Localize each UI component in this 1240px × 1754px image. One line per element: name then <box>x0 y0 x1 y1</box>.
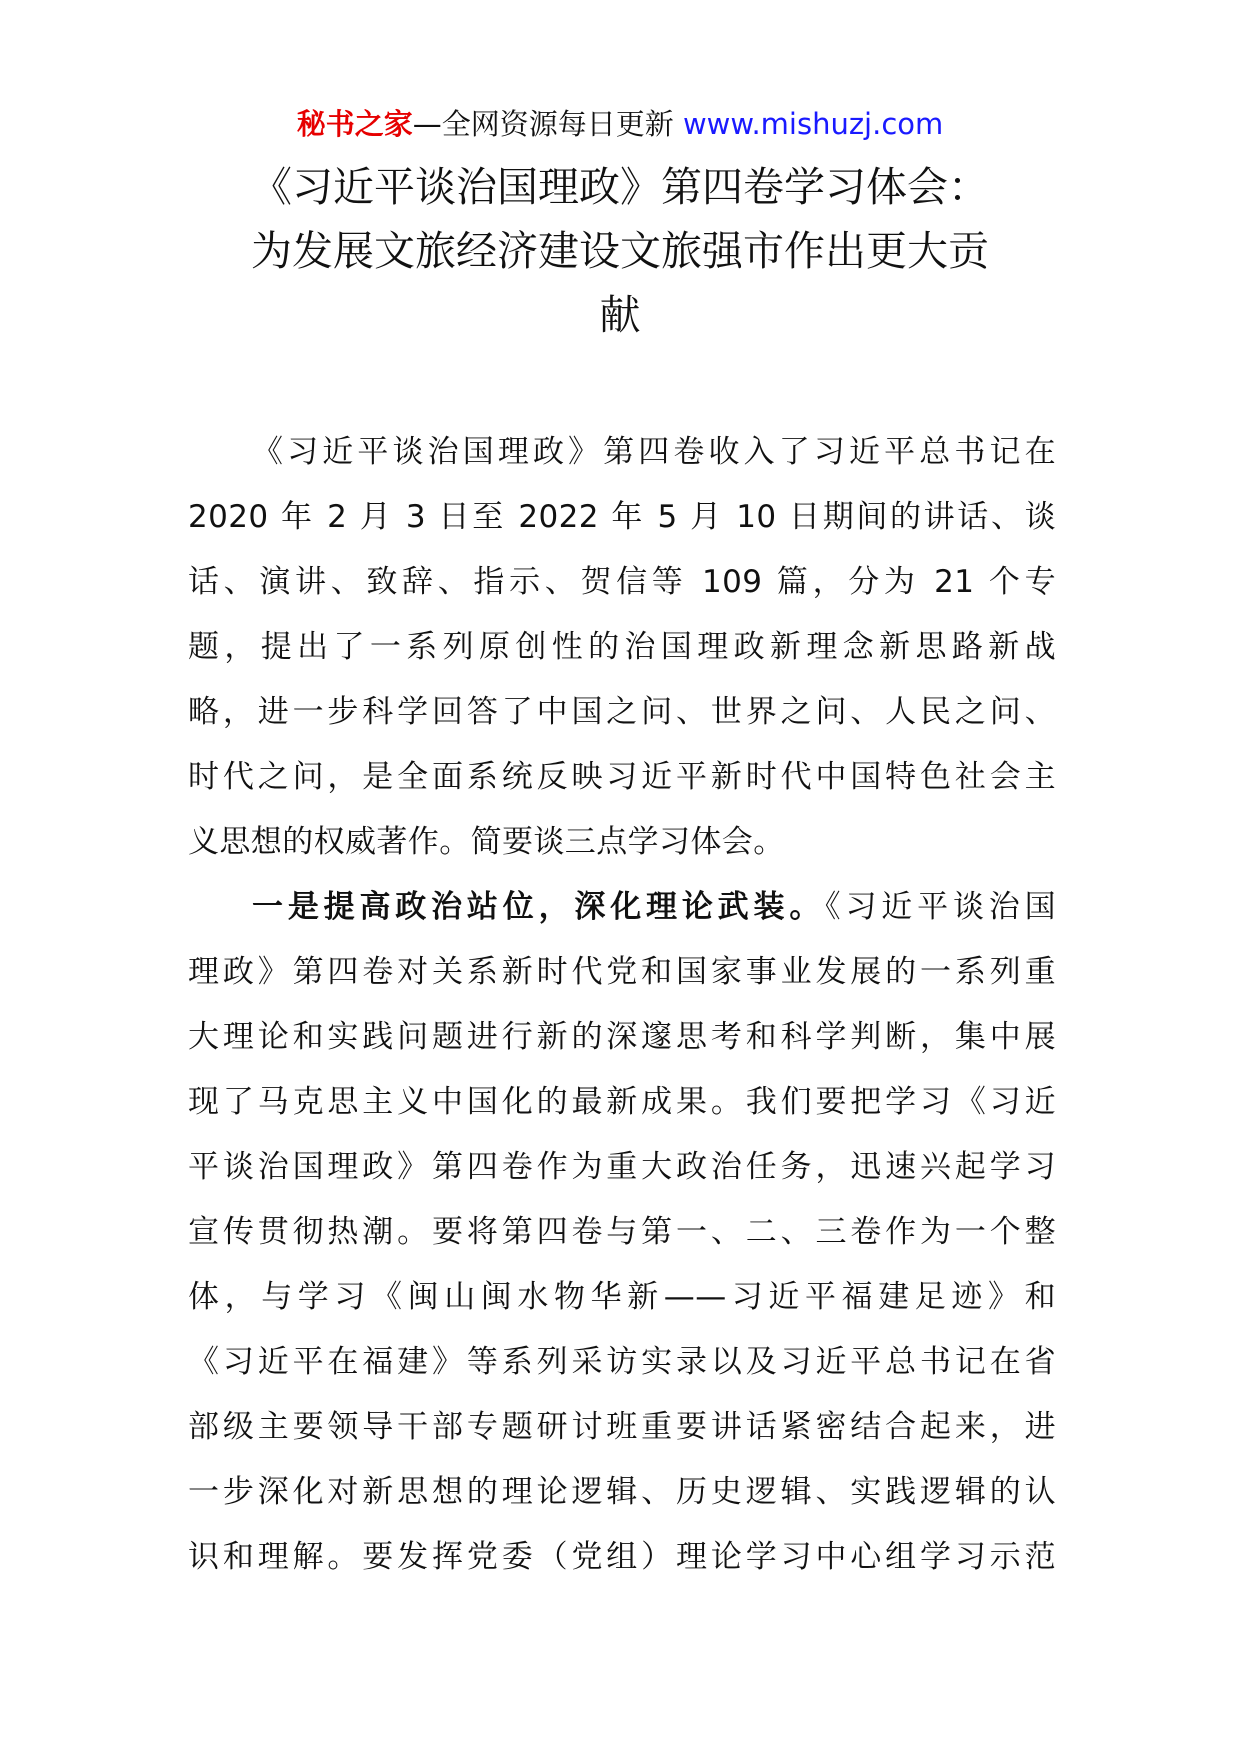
body-line <box>188 875 1056 940</box>
title-line: 献 <box>599 291 641 339</box>
body-line: 略，进一步科学回答了中国之问、世界之问、人民之问、 <box>188 694 1056 730</box>
title-line: 《习近平谈治国理政》第四卷学习体会： <box>251 163 989 211</box>
body-line: 一步深化对新思想的理论逻辑、历史逻辑、实践逻辑的认 <box>188 1474 1056 1510</box>
body-line: 话、演讲、致辞、指示、贺信等 109 篇，分为 21 个专 <box>188 564 1056 600</box>
title-line: 为发展文旅经济建设文旅强市作出更大贡 <box>251 227 989 275</box>
body-line: 题，提出了一系列原创性的治国理政新理念新思路新战 <box>188 629 1056 665</box>
document-body <box>188 420 1056 1590</box>
body-line: 义思想的权威著作。简要谈三点学习体会。 <box>188 824 785 860</box>
body-line: 部级主要领导干部专题研讨班重要讲话紧密结合起来，进 <box>188 1409 1056 1445</box>
body-line: 识和理解。要发挥党委（党组）理论学习中心组学习示范 <box>188 1539 1056 1575</box>
document-title <box>150 155 1090 347</box>
section-lead: 一是提高政治站位，深化理论武装。 <box>252 889 826 925</box>
body-line: 平谈治国理政》第四卷作为重大政治任务，迅速兴起学习 <box>188 1149 1056 1185</box>
body-line: 大理论和实践问题进行新的深邃思考和科学判断，集中展 <box>188 1019 1056 1055</box>
body-line: 《习近平在福建》等系列采访实录以及习近平总书记在省 <box>188 1344 1056 1380</box>
body-line: 理政》第四卷对关系新时代党和国家事业发展的一系列重 <box>188 954 1056 990</box>
body-line: 体，与学习《闽山闽水物华新——习近平福建足迹》和 <box>188 1279 1056 1315</box>
body-line: 《习近平谈治国理政》第四卷收入了习近平总书记在 <box>252 434 1056 470</box>
body-text-run: 《习近平谈治国 <box>825 889 1056 925</box>
header-slogan: —全网资源每日更新 <box>412 107 674 141</box>
brand-name: 秘书之家 <box>296 107 413 141</box>
site-header <box>0 100 1240 148</box>
body-line: 时代之问，是全面系统反映习近平新时代中国特色社会主 <box>188 759 1056 795</box>
body-line: 宣传贯彻热潮。要将第四卷与第一、二、三卷作为一个整 <box>188 1214 1056 1250</box>
body-line: 现了马克思主义中国化的最新成果。我们要把学习《习近 <box>188 1084 1056 1120</box>
site-url-link[interactable]: www.mishuzj.com <box>682 107 944 141</box>
body-line: 2020 年 2 月 3 日至 2022 年 5 月 10 日期间的讲话、谈 <box>188 499 1056 535</box>
